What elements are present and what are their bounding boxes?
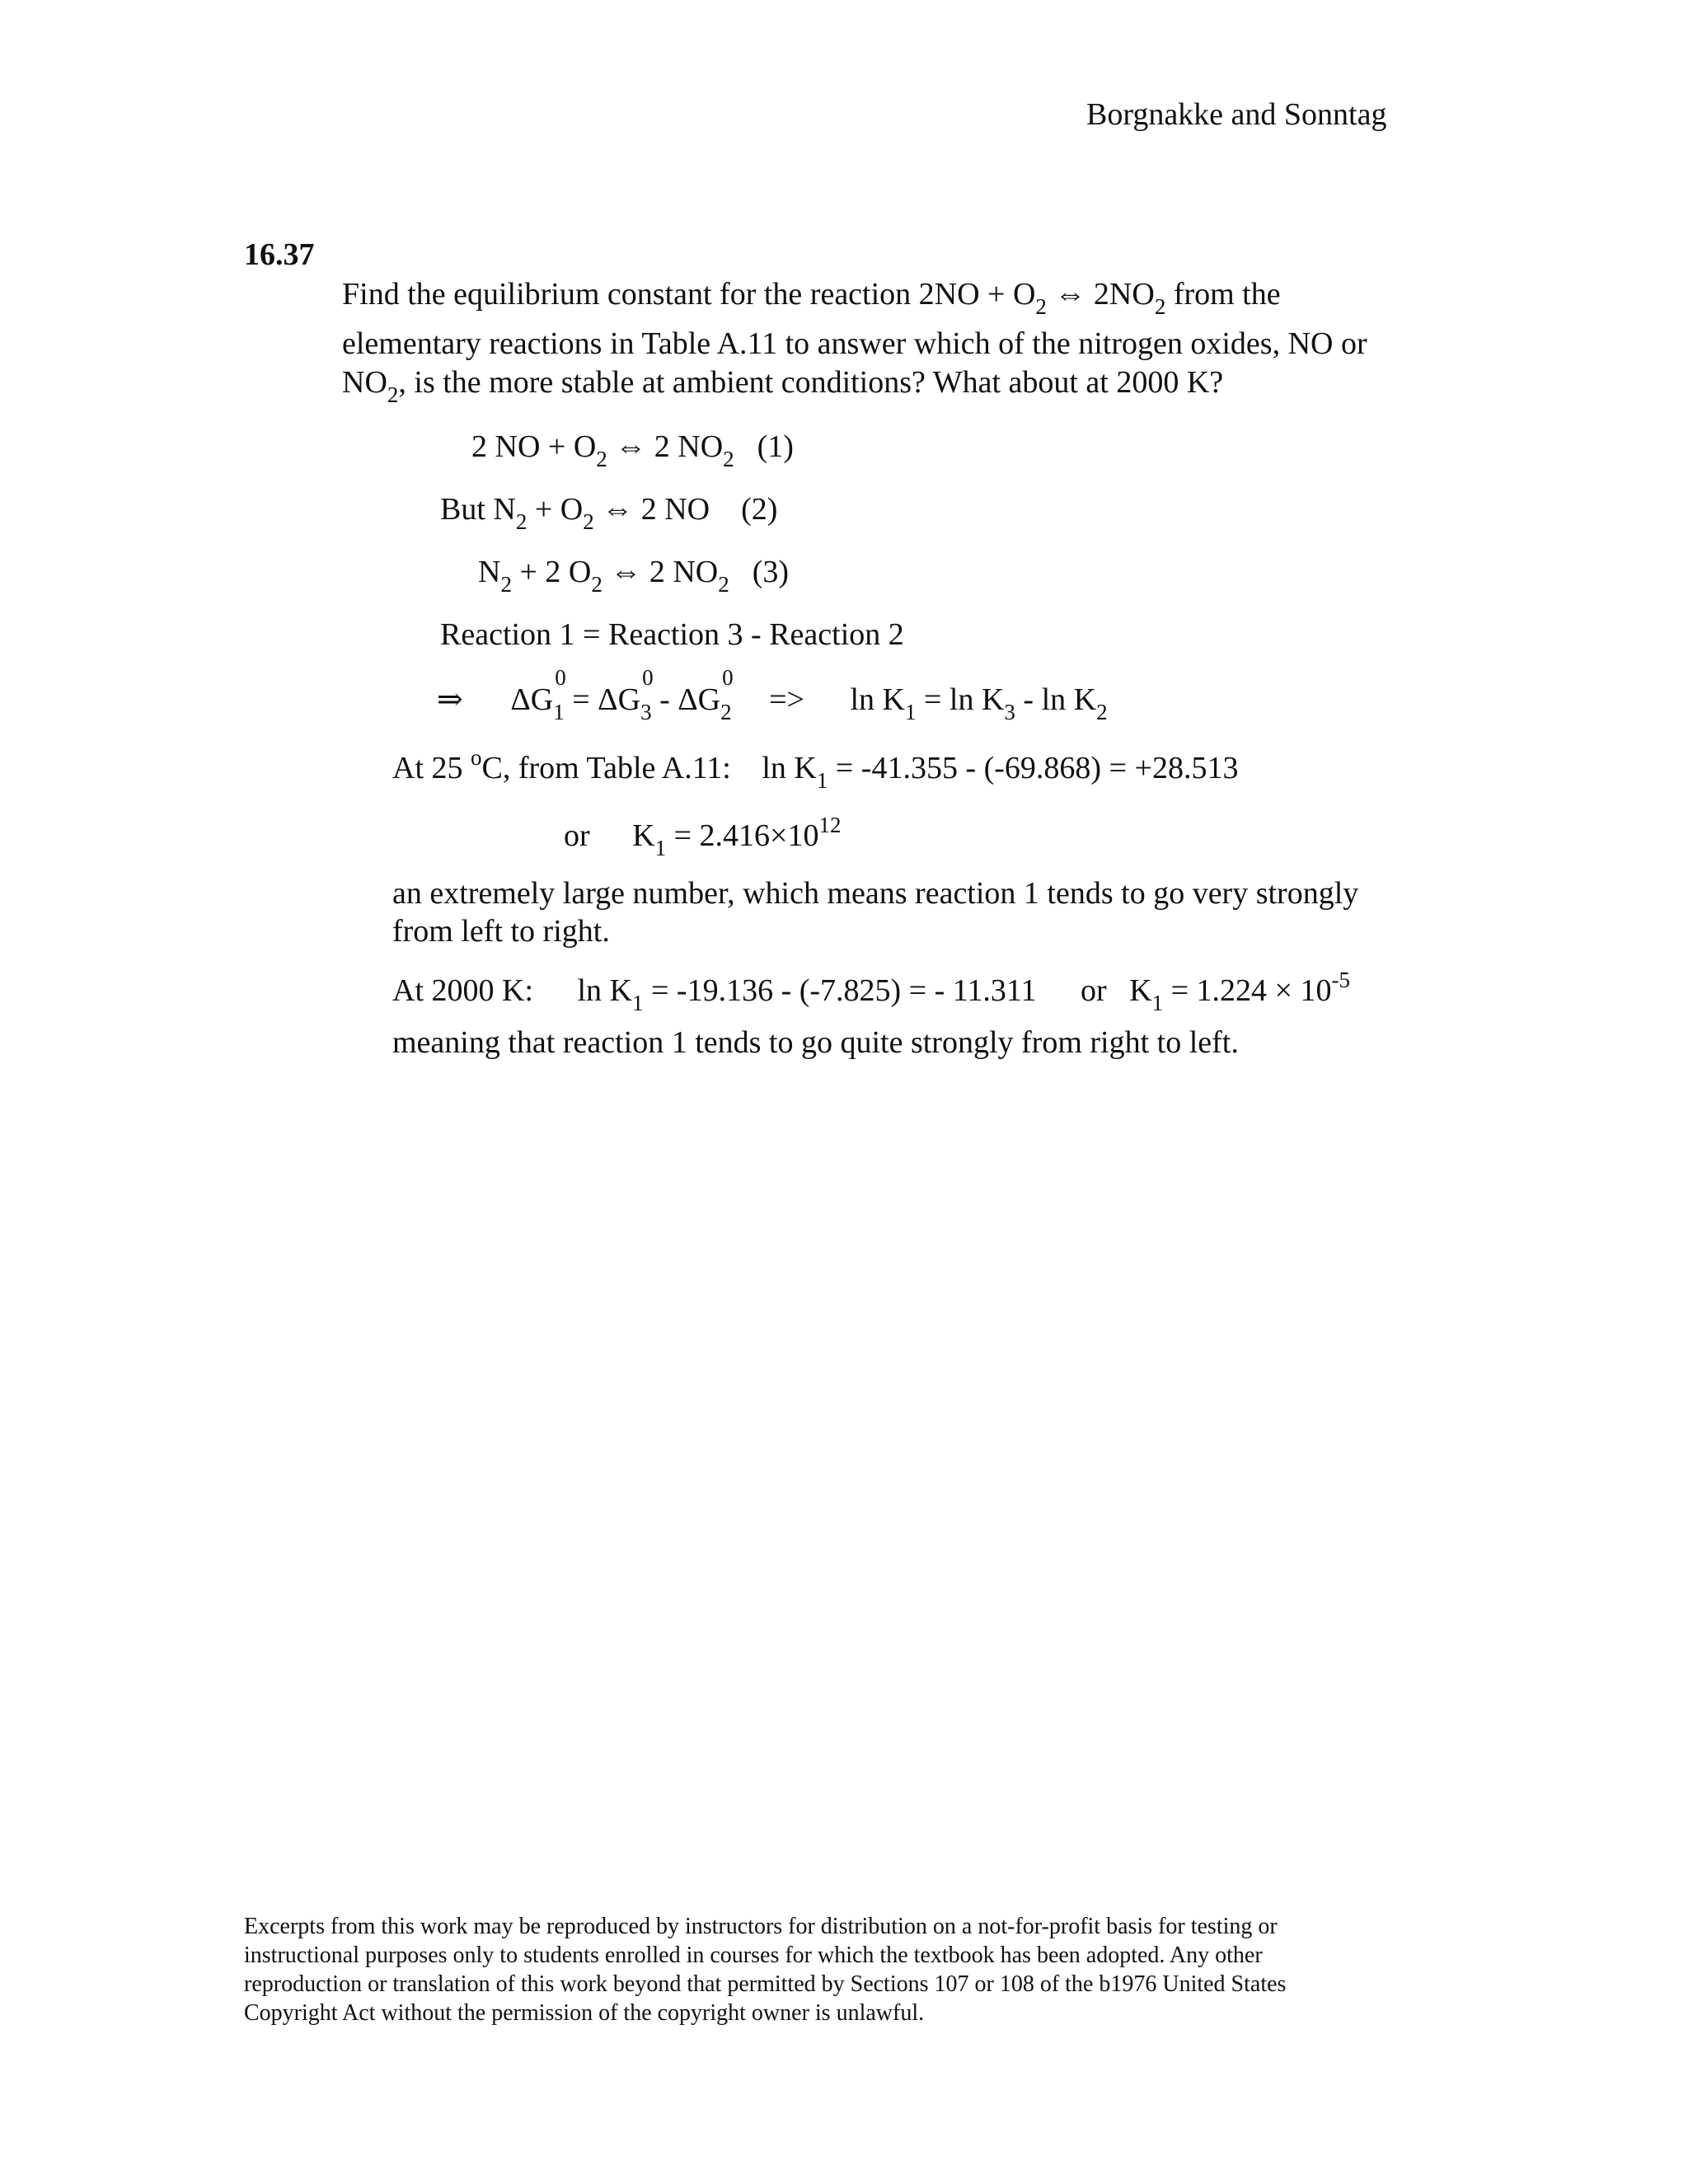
k1-at-25c: or $K_1 = 2.416\times 10^{12}$ [564, 813, 842, 860]
problem-number: 16.37 [244, 237, 315, 272]
footer-line-4: Copyright Act without the permission of the copyright owner is unlawful. [244, 2000, 925, 2026]
problem-statement-line-1: Find the equilibrium constant for the reaction $2NO + O_2$ ⇔ $2NO_2$ from the [342, 277, 1281, 319]
footer-line-3: reproduction or translation of this work beyond that permitted by Sections 107 or 108 of the b1976 United States [244, 1971, 1287, 1997]
footer-line-1: Excerpts from this work may be reproduced by instructors for distribution on a not-for-profit basis for testing or [244, 1914, 1278, 1939]
delta-g-3: $\Delta G_3$ 0 [598, 665, 654, 724]
reaction-1: 2 NO + $O_2$ ⇔ 2 $NO_2$ (1) [471, 429, 794, 471]
explanation-line-1: an extremely large number, which means reaction 1 tends to go very strongly [392, 876, 1359, 911]
copyright-footer [244, 1912, 1286, 2027]
header-authors: Borgnakke and Sonntag [1086, 97, 1387, 132]
reaction-3: $N_2 + 2$ $O_2$ ⇔ 2 $NO_2$ (3) [478, 555, 790, 597]
explanation-line-3: meaning that reaction 1 tends to go quite strongly from right to left. [392, 1025, 1239, 1060]
at-2000k-result: At 2000 K: $\ln K_1 = -19.136 - (-7.825)$ = - 11.311 or $K_1 = 1.224 \times 10^{-5}$ [392, 968, 1350, 1015]
reaction-combination: Reaction 1 = Reaction 3 - Reaction 2 [440, 617, 904, 652]
footer-line-2: instructional purposes only to students enrolled in courses for which the textbook has been adopted. Any other [244, 1943, 1263, 1968]
reaction-2: But $N_2 + O_2$ ⇔ 2 NO (2) [440, 492, 778, 534]
gibbs-relation: ⇒ $\Delta G_1$ 0 = $\Delta G_3$ 0 - $\Delta G_2$ 0 => $\ln K_1 = \ln K_3 - \ln K_2$ [437, 665, 1108, 724]
delta-g-1: $\Delta G_1$ 0 [510, 665, 566, 724]
at-25c-result: At 25 $^o$C, from Table A.11: $\ln K_1 = -41.355 - (-69.868) = +28.513$ [392, 745, 1239, 793]
delta-g-2: $\Delta G_2$ 0 [678, 665, 734, 724]
explanation-line-2: from left to right. [392, 914, 610, 949]
problem-statement-line-3: $NO_2$, is the more stable at ambient conditions? What about at 2000 K? [342, 365, 1224, 407]
problem-statement-line-2: elementary reactions in Table A.11 to answer which of the nitrogen oxides, NO or [342, 326, 1367, 361]
